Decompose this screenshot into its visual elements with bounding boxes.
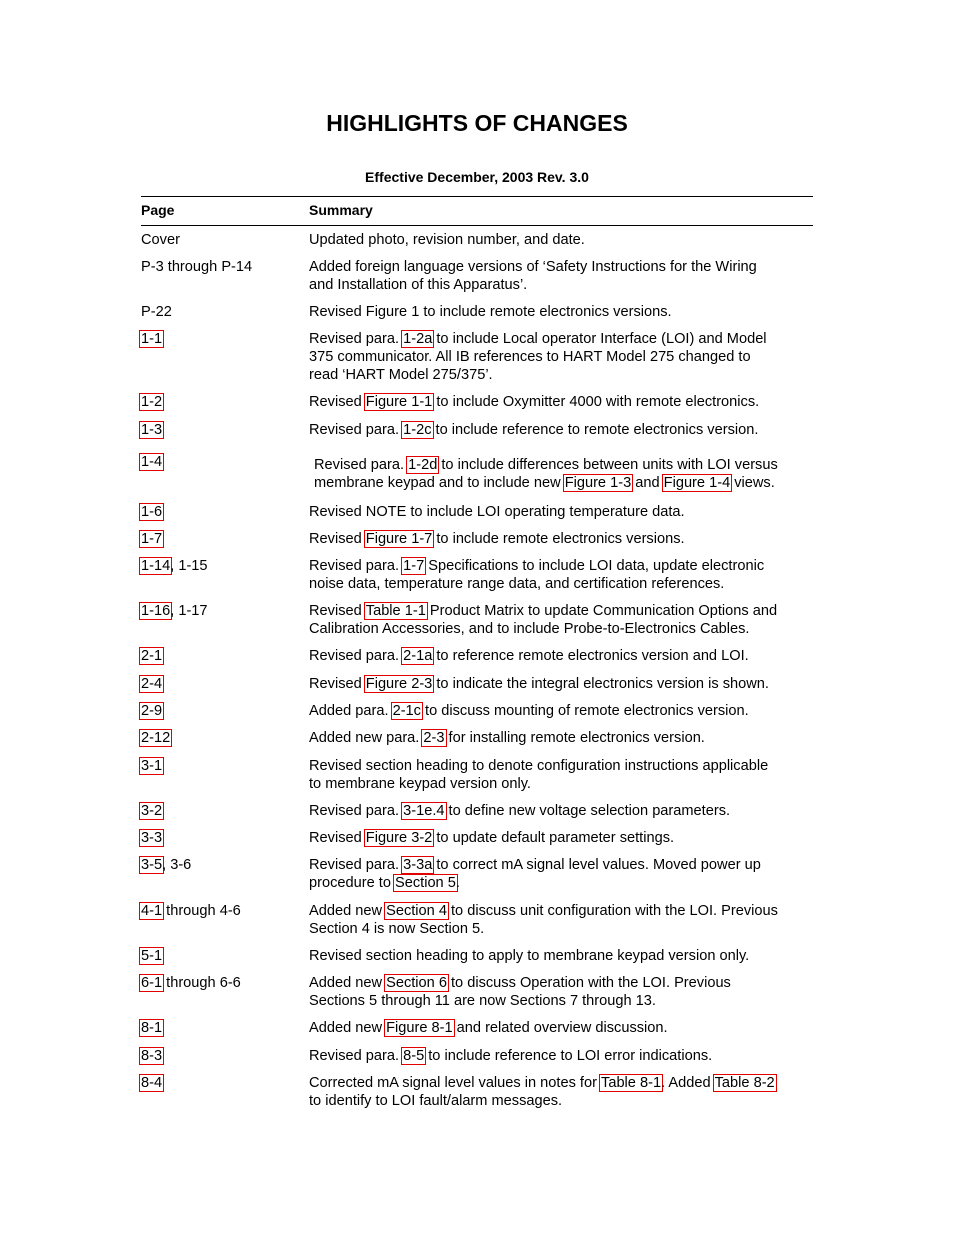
text-segment: , 1-15 [170,558,208,574]
text-segment: read ‘HART Model 275/375’. [309,367,493,383]
cross-reference-link[interactable]: 1-4 [141,454,163,470]
text-segment: Revised NOTE to include LOI operating temperature data. [309,504,685,520]
summary-line [309,647,749,665]
summary-line [309,920,484,938]
cross-reference-link[interactable]: 1-2c [403,422,432,438]
page-reference [141,258,252,276]
cross-reference-link[interactable]: Figure 1-3 [564,475,632,491]
cross-reference-link[interactable]: 3-2 [141,803,163,819]
text-segment: and [631,475,664,491]
text-segment: Revised section heading to apply to membrane keypad version only. [309,948,750,964]
page-reference [141,530,162,548]
cross-reference-link[interactable]: 1-2 [141,394,163,410]
text-segment: Calibration Accessories, and to include Probe-to-Electronics Cables. [309,621,750,637]
text-segment: Added new [309,975,387,991]
page-title: HIGHLIGHTS OF CHANGES [326,110,628,136]
text-segment: Revised [309,676,366,692]
cross-reference-link[interactable]: 4-1 [141,903,163,919]
text-segment: and related overview discussion. [452,1020,668,1036]
summary-line [309,902,778,920]
summary-line [309,702,749,720]
page-reference [141,974,241,992]
summary-line [309,1047,712,1065]
cross-reference-link[interactable]: 1-1 [141,331,163,347]
page-reference [141,757,162,775]
text-segment: views. [730,475,775,491]
text-segment: Revised [309,531,366,547]
summary-line [309,557,764,575]
text-segment: membrane keypad and to include new [314,475,565,491]
text-segment: Updated photo, revision number, and date. [309,232,585,248]
text-segment: Corrected mA signal level values in notes for [309,1075,602,1091]
summary-line [309,1074,775,1092]
text-segment: Added new para. [309,730,424,746]
text-segment: for installing remote electronics version. [444,730,705,746]
effective-date-subtitle: Effective December, 2003 Rev. 3.0 [365,169,589,185]
cross-reference-link[interactable]: 1-2a [403,331,433,347]
text-segment: , 3-6 [162,857,192,873]
text-segment: to membrane keypad version only. [309,776,531,792]
text-segment: to correct mA signal level values. Moved power up [432,857,761,873]
text-segment: Revised para. [309,857,404,873]
page-reference [141,856,191,874]
page-reference [141,702,162,720]
text-segment: Revised para. [309,422,404,438]
summary-line [309,620,749,638]
cross-reference-link[interactable]: Table 8-2 [714,1075,775,1091]
cross-reference-link[interactable]: Section 4 [386,903,447,919]
cross-reference-link[interactable]: Section 5 [395,875,456,891]
text-segment: Revised para. [314,457,409,473]
text-segment: Revised para. [309,331,404,347]
cross-reference-link[interactable]: Table 8-1 [601,1075,662,1091]
summary-line [309,802,730,820]
text-segment: to indicate the integral electronics version is shown. [432,676,769,692]
cross-reference-link[interactable]: Section 6 [386,975,447,991]
summary-line [309,974,731,992]
table-header-rule [141,225,813,226]
text-segment: 375 communicator. All IB references to HART Model 275 changed to [309,349,751,365]
column-header-summary: Summary [309,202,373,218]
text-segment: to reference remote electronics version and LOI. [432,648,749,664]
summary-line [309,231,585,249]
cross-reference-link[interactable]: 8-3 [141,1048,163,1064]
cross-reference-link[interactable]: 1-3 [141,422,163,438]
text-segment: P-22 [141,304,172,320]
page-reference [141,829,162,847]
cross-reference-link[interactable]: 1-7 [141,531,163,547]
table-top-rule [141,196,813,197]
text-segment: . Added [661,1075,715,1091]
summary-line [309,757,768,775]
cross-reference-link[interactable]: Figure 2-3 [365,676,433,692]
text-segment: P-3 through P-14 [141,259,253,275]
summary-line [309,348,751,366]
summary-line [309,1019,668,1037]
text-segment: to discuss Operation with the LOI. Previous [446,975,731,991]
page-reference [141,393,162,411]
text-segment: to update default parameter settings. [432,830,675,846]
page-reference [141,231,180,249]
summary-line [309,992,656,1010]
column-header-page: Page [141,202,175,218]
cross-reference-link[interactable]: Figure 8-1 [386,1020,453,1036]
cross-reference-link[interactable]: 8-4 [141,1075,163,1091]
page-reference [141,503,162,521]
text-segment: Added para. [309,703,393,719]
text-segment: through 4-6 [162,903,241,919]
text-segment: Revised [309,830,366,846]
cross-reference-link[interactable]: 5-1 [141,948,163,964]
cross-reference-link[interactable]: Figure 3-2 [365,830,433,846]
summary-line [309,258,757,276]
text-segment: Section 4 is now Section 5. [309,921,485,937]
cross-reference-link[interactable]: 2-12 [141,730,171,746]
summary-line [309,366,493,384]
text-segment: Product Matrix to update Communication Options and [425,603,778,619]
cross-reference-link[interactable]: 6-1 [141,975,163,991]
text-segment: to include differences between units with LOI versus [437,457,778,473]
cross-reference-link[interactable]: 1-7 [403,558,425,574]
page-reference [141,557,208,575]
cross-reference-link[interactable]: Table 1-1 [365,603,426,619]
summary-line [309,276,527,294]
text-segment: Specifications to include LOI data, update electronic [424,558,765,574]
text-segment: Revised [309,394,366,410]
summary-line [309,947,749,965]
summary-line [314,456,778,474]
page-reference [141,729,170,747]
cross-reference-link[interactable]: Figure 1-4 [663,475,731,491]
summary-line [309,1092,562,1110]
cross-reference-link[interactable]: 1-6 [141,504,163,520]
page-reference [141,647,162,665]
cross-reference-link[interactable]: 3-1 [141,758,163,774]
page-reference [141,802,162,820]
page-reference [141,330,162,348]
cross-reference-link[interactable]: 3-3 [141,830,163,846]
cross-reference-link[interactable]: 2-1 [141,648,163,664]
text-segment: Revised para. [309,558,404,574]
cross-reference-link[interactable]: 3-1e.4 [403,803,445,819]
text-segment: Added new [309,1020,387,1036]
text-segment: to discuss unit configuration with the LOI. Previous [446,903,778,919]
text-segment: Added new [309,903,387,919]
text-segment: to include Local operator Interface (LOI) and Model [432,331,767,347]
text-segment: Revised para. [309,803,404,819]
summary-line [309,874,460,892]
text-segment: to discuss mounting of remote electronics version. [420,703,749,719]
page-reference [141,1019,162,1037]
text-segment: Revised para. [309,1048,404,1064]
cross-reference-link[interactable]: Figure 1-1 [365,394,433,410]
text-segment: , 1-17 [170,603,208,619]
text-segment: to include Oxymitter 4000 with remote electronics. [432,394,760,410]
cross-reference-link[interactable]: 8-1 [141,1020,163,1036]
summary-line [309,575,724,593]
page-reference [141,902,241,920]
text-segment: Added foreign language versions of ‘Safety Instructions for the Wiring [309,259,757,275]
summary-line [309,393,759,411]
text-segment: . [455,875,460,891]
page-reference [141,303,172,321]
cross-reference-link[interactable]: 8-5 [403,1048,425,1064]
cross-reference-link[interactable]: 2-9 [141,703,163,719]
page-reference [141,1047,162,1065]
cross-reference-link[interactable]: 1-2d [408,457,438,473]
text-segment: Revised Figure 1 to include remote electronics versions. [309,304,672,320]
text-segment: to define new voltage selection parameters. [444,803,731,819]
page-reference [141,1074,162,1092]
text-segment: to identify to LOI fault/alarm messages. [309,1093,563,1109]
text-segment: Revised para. [309,648,404,664]
summary-line [309,729,705,747]
summary-line [309,856,761,874]
page-reference [141,421,162,439]
cross-reference-link[interactable]: 3-3a [403,857,433,873]
cross-reference-link[interactable]: 2-4 [141,676,163,692]
cross-reference-link[interactable]: Figure 1-7 [365,531,433,547]
text-segment: noise data, temperature range data, and certification references. [309,576,725,592]
summary-line [314,474,775,492]
page-reference [141,675,162,693]
text-segment: to include reference to LOI error indications. [424,1048,713,1064]
cross-reference-link[interactable]: 2-1a [403,648,433,664]
summary-line [309,829,674,847]
text-segment: Revised section heading to denote configuration instructions applicable [309,758,769,774]
text-segment: to include remote electronics versions. [432,531,685,547]
cross-reference-link[interactable]: 3-5 [141,857,163,873]
cross-reference-link[interactable]: 2-1c [392,703,421,719]
text-segment: Sections 5 through 11 are now Sections 7 through 13. [309,993,656,1009]
cross-reference-link[interactable]: 2-3 [423,730,445,746]
text-segment: to include reference to remote electronics version. [431,422,759,438]
page-reference [141,947,162,965]
summary-line [309,675,769,693]
text-segment: through 6-6 [162,975,241,991]
summary-line [309,503,685,521]
cross-reference-link[interactable]: 1-14 [141,558,171,574]
summary-line [309,330,767,348]
summary-line [309,775,531,793]
cross-reference-link[interactable]: 1-16 [141,603,171,619]
text-segment: Revised [309,603,366,619]
text-segment: and Installation of this Apparatus’. [309,277,528,293]
text-segment: Cover [141,232,180,248]
summary-line [309,530,685,548]
summary-line [309,602,777,620]
summary-line [309,303,672,321]
page-reference [141,453,162,471]
text-segment: procedure to [309,875,395,891]
page-reference [141,602,208,620]
summary-line [309,421,758,439]
